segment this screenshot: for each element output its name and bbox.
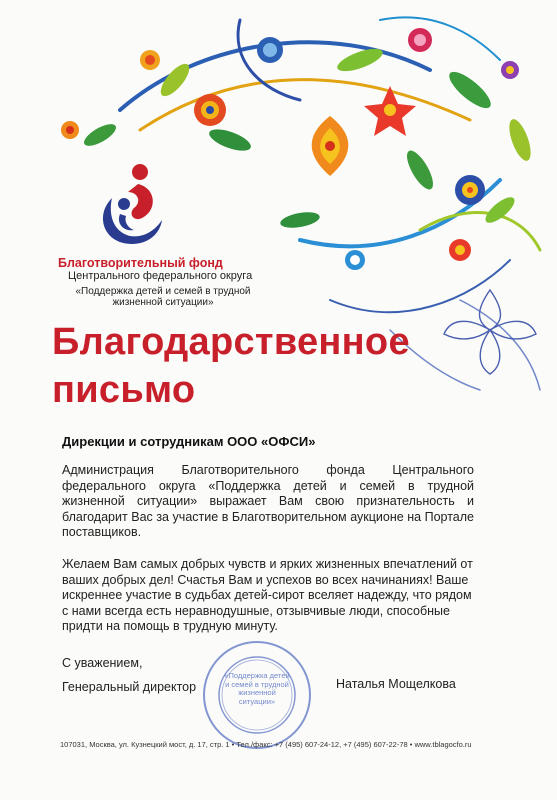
letter-title-line1: Благодарственное [52, 321, 410, 363]
fund-logo-icon [98, 158, 168, 248]
footer-contacts: 107031, Москва, ул. Кузнецкий мост, д. 17, стр. 1 • Тел./факс: +7 (495) 607-24-12, +7 (495) 607-22-78 • www.tblagocfo.ru [60, 740, 472, 749]
fund-name: Благотворительный фонд [58, 256, 223, 270]
letter-addressee: Дирекции и сотрудникам ООО «ОФСИ» [62, 434, 316, 449]
signer-position: Генеральный директор [62, 680, 197, 694]
letter-title-line2: письмо [52, 369, 196, 411]
fund-district: Центрального федерального округа [68, 270, 253, 282]
signer-name: Наталья Мощелкова [336, 677, 456, 691]
letter-paragraph-2: Желаем Вам самых добрых чувств и ярких жизненных впечатлений от ваших добрых дел! Счастья Вам и успехов во всех начинаниях! Ваше искреннее участие в судьбах детей-сирот вселяет надежду, что рядом с нами всегда есть неравнодушные, отзывчивые люди, способные придти на помощь в трудную минуту. [62, 557, 473, 633]
stamp-center-text: «Поддержка детей и семей в трудной жизненной ситуации» [224, 672, 290, 706]
letter-closing: С уважением, [62, 656, 143, 670]
letter-paragraph-1: Администрация Благотворительного фонда Центрального федерального округа «Поддержка детей и семей в трудной жизненной ситуации» выражает Вам свою признательность и благодарит Вас за участие в Благотворительном аукционе на Портале поставщиков. [62, 463, 474, 539]
fund-motto: «Поддержка детей и семей в трудной жизненной ситуации» [75, 286, 251, 308]
letter-title [52, 318, 432, 414]
official-stamp-icon [200, 638, 314, 752]
